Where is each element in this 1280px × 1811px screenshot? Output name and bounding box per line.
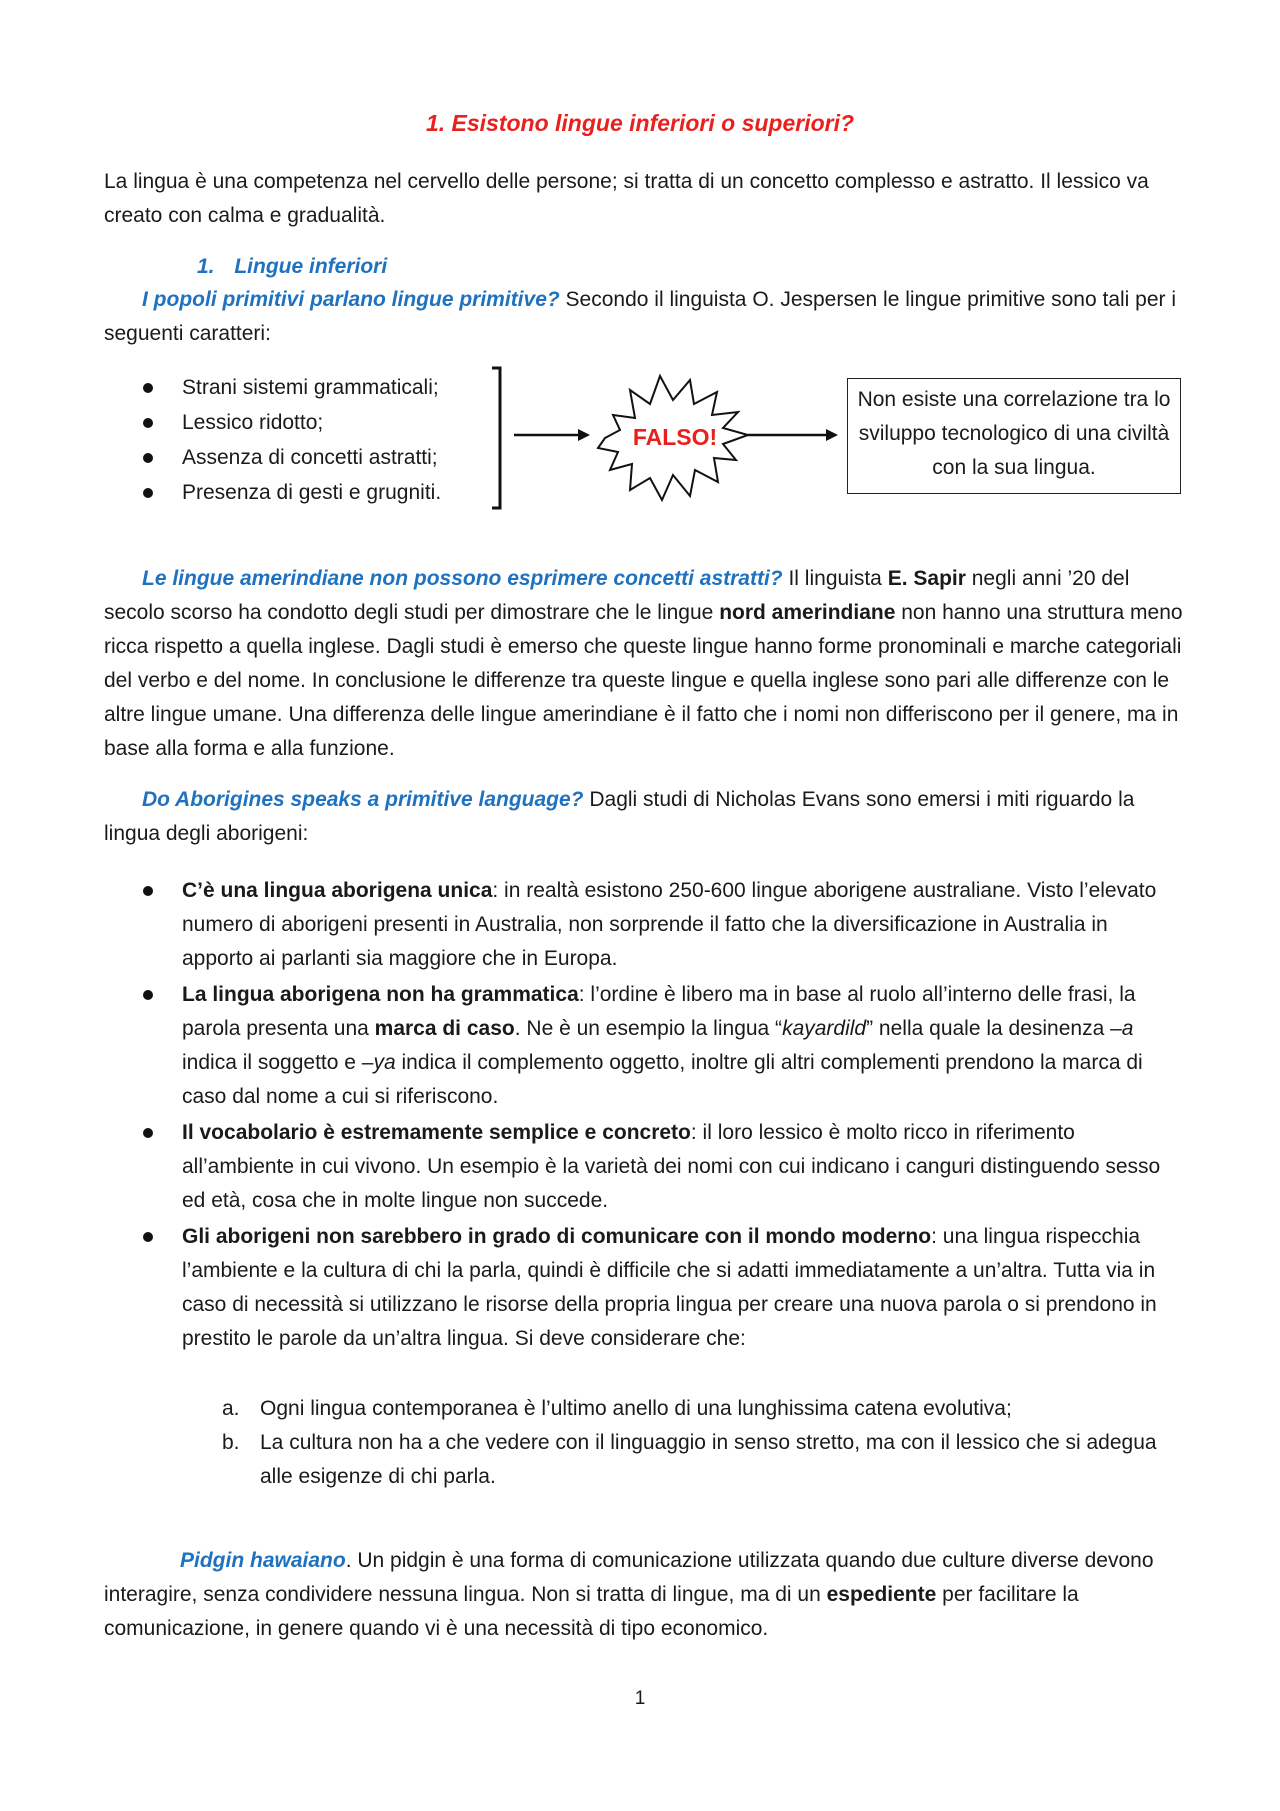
bullet-dot [143, 383, 153, 393]
bullet-1-bold: C’è una lingua aborigena unica [182, 879, 493, 902]
bullet-dot [143, 1128, 153, 1138]
sublist-item-b: La cultura non ha a che vedere con il linguaggio in senso stretto, ma con il lessico che si adegua alle esigenze di chi parla. [260, 1431, 1157, 1488]
intro-paragraph: La lingua è una competenza nel cervello delle persone; si tratta di un concetto complesso e astratto. Il lessico va creato con calma e gradualità. [104, 170, 1149, 227]
aborigines-question: Do Aborigines speaks a primitive language? [142, 788, 584, 811]
bullet-2-text: indica il complemento oggetto, inoltre gli altri complementi prendono la marca di caso dal nome a cui si riferiscono. [182, 1051, 1143, 1108]
bullet-4-bold: Gli aborigeni non sarebbero in grado di comunicare con il mondo moderno [182, 1225, 932, 1248]
primitive-paragraph [104, 283, 1180, 351]
aborigines-bullet-1 [182, 874, 1182, 976]
aborigines-text: Dagli studi di Nicholas Evans sono emersi i miti riguardo la lingua degli aborigeni: [104, 788, 1135, 845]
amerindian-paragraph [104, 562, 1184, 766]
section-heading [197, 250, 387, 284]
arrow-right-icon [826, 429, 838, 441]
bullet-1-text: : in realtà esistono 250-600 lingue aborigene australiane. Visto l’elevato numero di aborigeni presenti in Australia, non sorprende il fatto che la diversificazione in Australia in apporto ai parlanti sia maggiore che in Europa. [182, 879, 1157, 970]
pidgin-text-2: per facilitare la comunicazione, in genere quando vi è una necessità di tipo economico. [104, 1583, 1079, 1640]
arrow-right-icon [578, 429, 590, 441]
bullet-2-text: indica il soggetto e – [182, 1051, 374, 1074]
amerindian-question: Le lingue amerindiane non possono esprimere concetti astratti? [142, 567, 783, 590]
espediente-term: espediente [826, 1583, 937, 1606]
section-title: Lingue inferiori [234, 255, 388, 278]
kayardild-term: kayardild [782, 1017, 867, 1040]
section-number: 1. [197, 255, 215, 278]
bullet-dot [143, 453, 153, 463]
primitive-bullet-3: Assenza di concetti astratti; [182, 446, 438, 469]
pidgin-paragraph [104, 1544, 1180, 1646]
primitive-bullet-2: Lessico ridotto; [182, 411, 324, 434]
page-number: 1 [634, 1688, 646, 1709]
pidgin-text-1: . Un pidgin è una forma di comunicazione utilizzata quando due culture diverse devono interagire, senza condividere nessuna lingua. Non si tratta di lingue, ma di un [104, 1549, 1154, 1606]
bullet-2-text: : l’ordine è libero ma in base al ruolo all’interno delle frasi, la parola presenta una [182, 983, 1136, 1040]
sapir-name: E. Sapir [887, 567, 966, 590]
bracket-shape [492, 368, 500, 508]
amerindian-text-1: Il linguista [782, 567, 888, 590]
bullet-3-bold: Il vocabolario è estremamente semplice e concreto [182, 1121, 691, 1144]
aborigines-bullet-4 [182, 1220, 1182, 1356]
bullet-dot [143, 990, 153, 1000]
primitive-text: Secondo il linguista O. Jespersen le lingue primitive sono tali per i seguenti caratteri: [104, 288, 1177, 345]
marca-di-caso-term: marca di caso [374, 1017, 515, 1040]
bullet-dot [143, 886, 153, 896]
bullet-dot [143, 488, 153, 498]
aborigines-paragraph [104, 783, 1180, 851]
sublist-label-b: b. [222, 1431, 240, 1454]
pidgin-heading: Pidgin hawaiano [180, 1549, 346, 1572]
bullet-2-text: ” nella quale la desinenza – [866, 1017, 1122, 1040]
primitive-question: I popoli primitivi parlano lingue primitive? [142, 288, 560, 311]
page-title: 1. Esistono lingue inferiori o superiori? [425, 110, 855, 136]
primitive-bullet-4: Presenza di gesti e grugniti. [182, 481, 442, 504]
bullet-2-bold: La lingua aborigena non ha grammatica [182, 983, 579, 1006]
sublist-label-a: a. [222, 1397, 240, 1420]
amerindian-text-2: negli anni ’20 del secolo scorso ha condotto degli studi per dimostrare che le lingue [104, 567, 1130, 624]
suffix-ya: ya [373, 1051, 396, 1074]
nord-amerindiane-term: nord amerindiane [719, 601, 896, 624]
falso-label: FALSO! [632, 424, 718, 450]
bullet-dot [143, 1232, 153, 1242]
bullet-dot [143, 418, 153, 428]
aborigines-bullet-2 [182, 978, 1182, 1114]
bullet-2-text: . Ne è un esempio la lingua “ [514, 1017, 783, 1040]
amerindian-text-3: non hanno una struttura meno ricca rispetto a quella inglese. Dagli studi è emerso che queste lingue hanno forme pronominali e marche categoriali del verbo e del nome. In conclusione le differenze tra queste lingue e quella inglese sono pari alle differenze con le altre lingue umane. Una differenza delle lingue amerindiane è il fatto che i nomi non differiscono per il genere, ma in base alla forma e alla funzione. [104, 601, 1183, 760]
suffix-a: a [1121, 1017, 1134, 1040]
aborigines-bullet-3 [182, 1116, 1182, 1218]
conclusion-box: Non esiste una correlazione tra lo sviluppo tecnologico di una civiltà con la sua lingua. [847, 378, 1181, 494]
sublist-item-a: Ogni lingua contemporanea è l’ultimo anello di una lunghissima catena evolutiva; [260, 1397, 1012, 1420]
bullet-4-text: : una lingua rispecchia l’ambiente e la cultura di chi la parla, quindi è difficile che si adatti immediatamente a un’altra. Tutta via in caso di necessità si utilizzano le risorse della propria lingua per creare una nuova parola o si prendono in prestito le parole da un’altra lingua. Si deve considerare che: [182, 1225, 1157, 1350]
bullet-3-text: : il loro lessico è molto ricco in riferimento all’ambiente in cui vivono. Un esempio è la varietà dei nomi con cui indicano i canguri distinguendo sesso ed età, cosa che in molte lingue non succede. [182, 1121, 1161, 1212]
primitive-bullet-1: Strani sistemi grammaticali; [182, 376, 439, 399]
